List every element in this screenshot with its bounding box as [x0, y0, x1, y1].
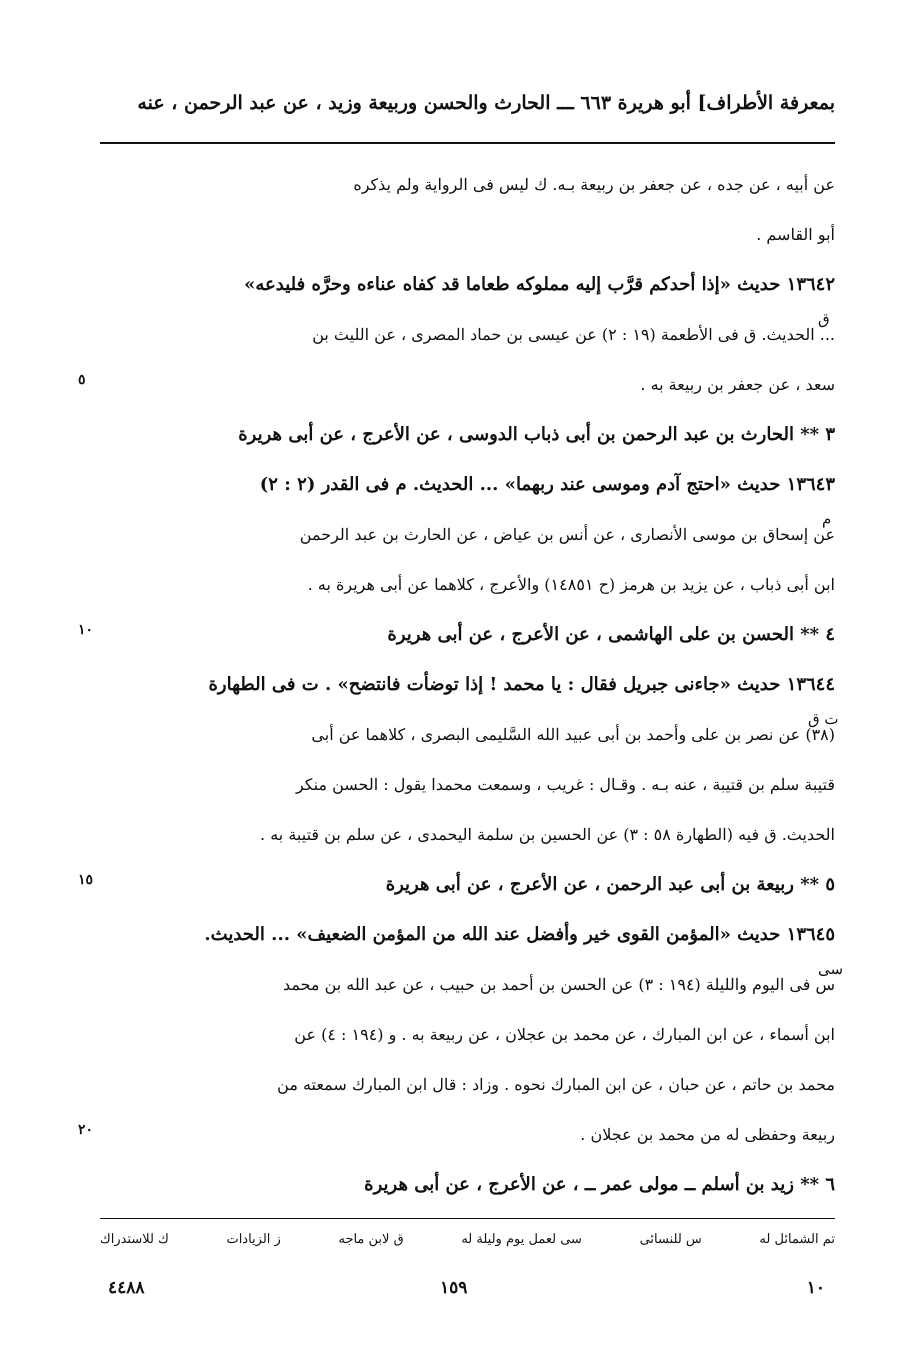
- header-text: بمعرفة الأطراف] أبو هريرة ٦٦٣ ـــ الحارث والحسن وربيعة وزيد ، عن عبد الرحمن ، عنه: [137, 92, 835, 114]
- line-counter: ١٠: [78, 622, 94, 638]
- abbreviation-item: تم الشمائل له: [759, 1232, 835, 1247]
- text-line: قتيبة سلم بن قتيبة ، عنه بـه . وقـال : غريب ، وسمعت محمدا يقول : الحسن منكر: [295, 775, 835, 794]
- line-counter: ٢٠: [78, 1122, 94, 1138]
- body-text: [100, 160, 835, 1210]
- line-counter: ١٥: [78, 872, 94, 888]
- right-code: ١٠: [806, 1278, 825, 1298]
- margin-siglum: ق: [818, 310, 830, 328]
- text-line: ابن أبى ذباب ، عن يزيد بن هرمز (ح ١٤٨٥١) والأعرج ، كلاهما عن أبى هريرة به .: [307, 575, 835, 594]
- section-heading: ٥ ** ربيعة بن أبى عبد الرحمن ، عن الأعرج ، عن أبى هريرة: [385, 874, 835, 895]
- text-line: ربيعة وحفظى له من محمد بن عجلان .: [580, 1125, 835, 1144]
- hadith-entry-line: ١٣٦٤٣ حديث «احتج آدم وموسى عند ربهما» ... الحديث. م فى القدر (٢ : ٢): [259, 474, 835, 495]
- abbreviation-item: ك للاستدراك: [100, 1232, 169, 1247]
- text-line: عن إسحاق بن موسى الأنصارى ، عن أنس بن عياض ، عن الحارث بن عبد الرحمن: [299, 525, 835, 544]
- abbreviation-key: [100, 1232, 835, 1260]
- page-number: ١٥٩: [440, 1278, 468, 1298]
- abbreviation-item: سى لعمل يوم وليلة له: [461, 1232, 582, 1247]
- section-heading: ٣ ** الحارث بن عبد الرحمن بن أبى ذباب الدوسى ، عن الأعرج ، عن أبى هريرة: [238, 424, 835, 445]
- text-line: ابن أسماء ، عن ابن المبارك ، عن محمد بن عجلان ، عن ربيعة به . و (١٩٤ : ٤) عن: [294, 1025, 835, 1044]
- margin-siglum: م: [822, 510, 832, 528]
- abbreviation-item: ز الزيادات: [226, 1232, 281, 1247]
- text-line: سعد ، عن جعفر بن ربيعة به .: [640, 375, 835, 394]
- text-line: أبو القاسم .: [756, 225, 835, 244]
- abbreviation-item: س للنسائى: [639, 1232, 702, 1247]
- margin-siglum: ت ق: [808, 710, 839, 728]
- running-header: [100, 92, 835, 132]
- text-line: محمد بن حاتم ، عن حبان ، عن ابن المبارك نحوه . وزاد : قال ابن المبارك سمعته من: [277, 1075, 835, 1094]
- header-rule: [100, 142, 835, 144]
- text-line: عن أبيه ، عن جده ، عن جعفر بن ربيعة بـه. ك ليس فى الرواية ولم يذكره: [353, 175, 835, 194]
- line-counter: ٥: [78, 372, 86, 388]
- page-footer: [100, 1278, 835, 1308]
- left-code: ٤٤٨٨: [108, 1278, 145, 1298]
- text-line: الحديث. ق فيه (الطهارة ٥٨ : ٣) عن الحسين بن سلمة اليحمدى ، عن سلم بن قتيبة به .: [260, 825, 835, 844]
- text-line: ... الحديث. ق فى الأطعمة (١٩ : ٢) عن عيسى بن حماد المصرى ، عن الليث بن: [312, 325, 835, 344]
- hadith-entry-line: ١٣٦٤٢ حديث «إذا أحدكم قرَّب إليه مملوكه طعاما قد كفاه عناءه وحرَّه فليدعه»: [244, 274, 835, 295]
- abbreviation-item: ق لابن ماجه: [338, 1232, 404, 1247]
- margin-siglum: سى: [818, 960, 844, 978]
- section-heading: ٦ ** زيد بن أسلم ــ مولى عمر ــ ، عن الأعرج ، عن أبى هريرة: [364, 1174, 835, 1195]
- hadith-entry-line: ١٣٦٤٤ حديث «جاءنى جبريل فقال : يا محمد ! إذا توضأت فانتضح» . ت فى الطهارة: [208, 674, 835, 695]
- section-heading: ٤ ** الحسن بن على الهاشمى ، عن الأعرج ، عن أبى هريرة: [387, 624, 835, 645]
- text-line: (٣٨) عن نصر بن على وأحمد بن أبى عبيد الله السَّليمى البصرى ، كلاهما عن أبى: [311, 725, 835, 744]
- text-line: س فى اليوم والليلة (١٩٤ : ٣) عن الحسن بن أحمد بن حبيب ، عن عبد الله بن محمد: [282, 975, 835, 994]
- footnote-rule: [100, 1218, 835, 1219]
- hadith-entry-line: ١٣٦٤٥ حديث «المؤمن القوى خير وأفضل عند الله من المؤمن الضعيف» ... الحديث.: [204, 924, 835, 945]
